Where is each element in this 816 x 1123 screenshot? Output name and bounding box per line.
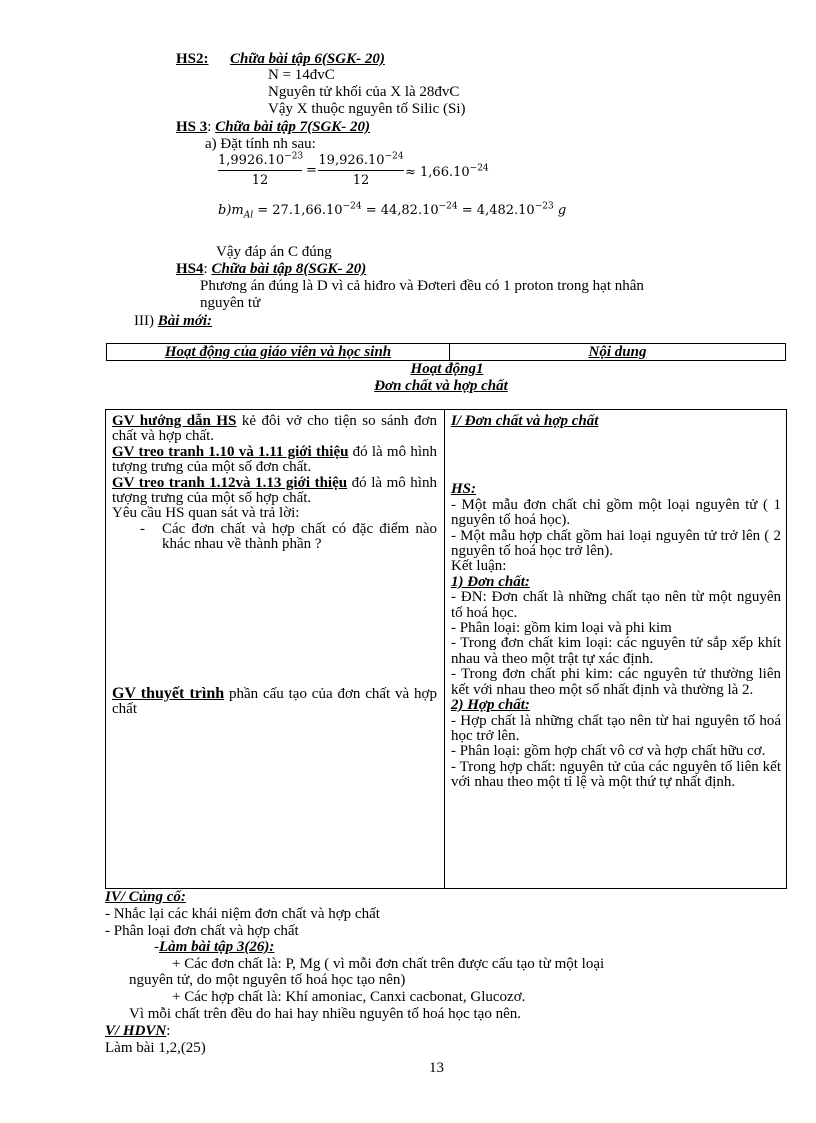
left-paragraph-3: GV treo tranh 1.12và 1.13 giới thiệu đó là mô hình tượng trưng của một số hợp chất.	[112, 474, 437, 507]
part-b-equation: $b)m_{Al} = 27.1,66.10^{-24} = 44,82.10^{-24} = 4,482.10^{-23}$ g	[218, 201, 567, 221]
content-line-8: - Hợp chất là những chất tạo nên từ hai nguyên tố hoá học trở lên.	[451, 712, 781, 744]
activity-table	[105, 409, 787, 889]
bottom-line-6: + Các hợp chất là: Khí amoniac, Canxi cacbonat, Glucozơ.	[172, 989, 526, 1005]
hs4-line-2: nguyên tử	[200, 295, 261, 311]
left-paragraph-2: GV treo tranh 1.10 và 1.11 giới thiệu đó là mô hình tượng trưng của một số đơn chất.	[112, 443, 437, 476]
hs4-title: Chữa bài tập 8(SGK- 20)	[211, 261, 367, 277]
header-content: Nội dung	[450, 344, 786, 361]
section-4-title: IV/ Củng cố:	[105, 889, 186, 905]
equals-sign: =	[306, 163, 317, 178]
bottom-line-1: - Nhắc lại các khái niệm đơn chất và hợp chất	[105, 906, 380, 922]
fraction-2	[318, 153, 404, 188]
bottom-exercise: -Làm bài tập 3(26):	[154, 939, 275, 955]
frac2-denominator: 12	[352, 173, 370, 188]
bottom-line-5: nguyên tử, do một nguyên tố hoá học tạo nên)	[129, 972, 406, 988]
bottom-line-2: - Phân loại đơn chất và hợp chất	[105, 923, 299, 939]
left-paragraph-6: GV thuyết trình phần cấu tạo của đơn chất và hợp chất	[112, 684, 437, 718]
section-3-number: III)	[134, 313, 154, 329]
left-paragraph-1: GV hướng dẫn HS kẻ đôi vở cho tiện so sánh đơn chất và hợp chất.	[112, 413, 437, 445]
frac2-numerator: 19,926.10	[318, 153, 385, 168]
bottom-line-4: + Các đơn chất là: P, Mg ( vì mỗi đơn chất trên được cấu tạo từ một loại	[172, 956, 605, 972]
hs3-conclusion: Vậy đáp án C đúng	[216, 244, 332, 260]
content-elemental-heading: 1) Đơn chất:	[451, 573, 530, 590]
hs4-label: HS4	[176, 261, 204, 277]
table-header	[106, 343, 786, 361]
hs2-heading	[176, 52, 385, 67]
content-line-6: - Trong đơn chất kim loại: các nguyên tử sắp xếp khít nhau và theo một trật tự xác định.	[451, 635, 781, 667]
content-conclusion-label: Kết luận:	[451, 558, 507, 575]
content-compound-heading: 2) Hợp chất:	[451, 697, 530, 714]
left-question: - Các đơn chất và hợp chất có đặc điểm nào khác nhau về thành phần ?	[140, 520, 437, 553]
fraction-result: ≈ $1,66.10^{-24}$	[405, 163, 489, 180]
page-number: 13	[429, 1060, 444, 1076]
activity-title: Hoạt động1	[410, 361, 484, 377]
teacher-activities-column	[112, 414, 437, 717]
content-line-2: - Một mẫu hợp chất gồm hai loại nguyên tử trở lên ( 2 nguyên tố hoá học trở lên).	[451, 527, 781, 560]
hs3-part-a: a) Đặt tính nh sau:	[205, 136, 316, 152]
hs2-title: Chữa bài tập 6(SGK- 20)	[230, 51, 385, 67]
section-3-heading	[134, 314, 212, 329]
hs4-heading: HS4: Chữa bài tập 8(SGK- 20)	[176, 261, 367, 277]
content-line-9: - Phân loại: gồm hợp chất vô cơ và hợp chất hữu cơ.	[451, 743, 766, 760]
column-divider	[444, 410, 445, 888]
content-line-10: - Trong hợp chất: nguyên tử của các nguyên tố liên kết với nhau theo một tỉ lệ và một thứ tự nhất định.	[451, 758, 781, 791]
hs4-line-1: Phương án đúng là D vì cả hiđro và Đơteri đều có 1 proton trong hạt nhân	[200, 278, 644, 294]
hs2-line-2: Nguyên tử khối của X là 28đvC	[268, 84, 460, 100]
hs2-label: HS2:	[176, 51, 209, 67]
content-line-7: - Trong đơn chất phi kim: các nguyên tử thường liên kết với nhau theo một số nhất định và thường là 2.	[451, 666, 781, 698]
activity-subtitle: Đơn chất và hợp chất	[374, 378, 508, 394]
frac1-denominator: 12	[251, 173, 269, 188]
left-paragraph-4: Yêu cầu HS quan sát và trả lời:	[112, 505, 300, 522]
hs3-label: HS 3	[176, 119, 208, 135]
fraction-1	[218, 153, 302, 188]
hs2-line-1: N = 14đvC	[268, 67, 335, 83]
frac2-exponent: −24	[384, 151, 404, 162]
section-3-title: Bài mới:	[157, 313, 213, 329]
content-line-4: - ĐN: Đơn chất là những chất tạo nên từ một nguyên tố hoá học.	[451, 589, 781, 621]
content-column	[451, 414, 781, 791]
frac1-numerator: 1,9926.10	[218, 153, 285, 168]
hs3-heading: HS 3: Chữa bài tập 7(SGK- 20)	[176, 119, 371, 135]
bottom-line-7: Vì mỗi chất trên đều do hai hay nhiều nguyên tố hoá học tạo nên.	[129, 1006, 521, 1022]
section-5-title: V/ HDVN:	[105, 1023, 171, 1039]
content-hs-label: HS:	[451, 481, 477, 498]
hs3-title: Chữa bài tập 7(SGK- 20)	[215, 119, 371, 135]
content-heading: I/ Đơn chất và hợp chất	[451, 413, 599, 429]
hs2-line-3: Vậy X thuộc nguyên tố Silic (Si)	[268, 101, 466, 117]
content-line-5: - Phân loại: gồm kim loại và phi kim	[451, 620, 672, 637]
content-line-1: - Một mẫu đơn chất chỉ gồm một loại nguyên tử ( 1 nguyên tố hoá học).	[451, 496, 781, 529]
frac1-exponent: −23	[284, 151, 304, 162]
bottom-line-8: Làm bài 1,2,(25)	[105, 1040, 206, 1056]
header-teacher-student: Hoạt động của giáo viên và học sinh	[107, 344, 450, 361]
